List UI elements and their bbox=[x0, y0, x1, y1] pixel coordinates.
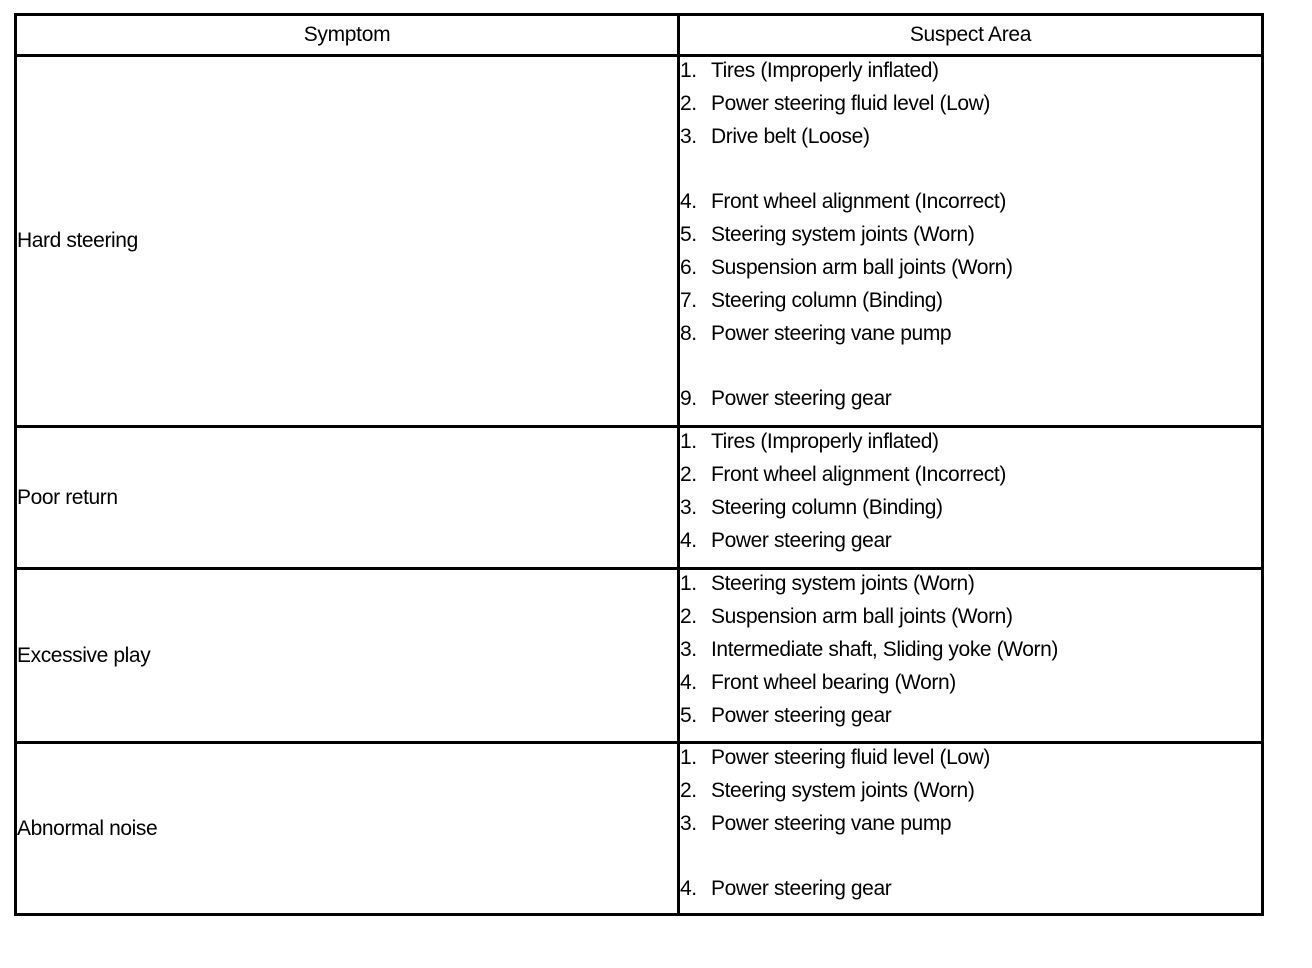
item-number: 3. bbox=[680, 812, 697, 835]
table-row bbox=[16, 743, 1263, 915]
table-row bbox=[16, 427, 1263, 569]
item-text: Power steering gear bbox=[711, 704, 892, 727]
list-item bbox=[680, 777, 1261, 810]
troubleshooting-table bbox=[14, 13, 1264, 916]
list-item bbox=[680, 221, 1261, 254]
list-item bbox=[680, 287, 1261, 320]
suspect-area-cell bbox=[679, 569, 1263, 743]
item-text: Suspension arm ball joints (Worn) bbox=[711, 605, 1013, 628]
item-text: Tires (Improperly inflated) bbox=[711, 59, 939, 82]
symptom-cell: Hard steering bbox=[16, 56, 679, 427]
item-text: Steering system joints (Worn) bbox=[711, 572, 975, 595]
item-text: Steering system joints (Worn) bbox=[711, 223, 975, 246]
suspect-area-cell bbox=[679, 56, 1263, 427]
list-item bbox=[680, 320, 1261, 353]
item-text: Power steering fluid level (Low) bbox=[711, 746, 990, 769]
item-text: Power steering fluid level (Low) bbox=[711, 92, 990, 115]
item-number: 3. bbox=[680, 496, 697, 519]
suspect-area-cell bbox=[679, 427, 1263, 569]
item-number: 1. bbox=[680, 746, 697, 769]
item-number: 2. bbox=[680, 463, 697, 486]
item-text: Front wheel bearing (Worn) bbox=[711, 671, 956, 694]
item-text: Power steering gear bbox=[711, 877, 892, 900]
list-item bbox=[680, 570, 1261, 603]
symptom-cell: Abnormal noise bbox=[16, 743, 679, 915]
table-row bbox=[16, 56, 1263, 427]
item-number: 2. bbox=[680, 92, 697, 115]
list-item bbox=[680, 603, 1261, 636]
item-number: 1. bbox=[680, 59, 697, 82]
symptom-cell: Excessive play bbox=[16, 569, 679, 743]
list-item bbox=[680, 188, 1261, 221]
item-number: 1. bbox=[680, 430, 697, 453]
item-text: Front wheel alignment (Incorrect) bbox=[711, 463, 1006, 486]
page bbox=[14, 13, 1261, 916]
item-number: 2. bbox=[680, 779, 697, 802]
item-text: Power steering gear bbox=[711, 387, 892, 410]
suspect-area-column-header: Suspect Area bbox=[679, 15, 1263, 56]
suspect-area-cell bbox=[679, 743, 1263, 915]
list-item bbox=[680, 527, 1261, 560]
item-text: Steering system joints (Worn) bbox=[711, 779, 975, 802]
list-item bbox=[680, 385, 1261, 418]
list-item bbox=[680, 636, 1261, 669]
list-item bbox=[680, 57, 1261, 90]
list-item bbox=[680, 494, 1261, 527]
list-item bbox=[680, 90, 1261, 123]
item-number: 2. bbox=[680, 605, 697, 628]
item-text: Tires (Improperly inflated) bbox=[711, 430, 939, 453]
item-number: 3. bbox=[680, 125, 697, 148]
list-item bbox=[680, 669, 1261, 702]
item-text: Power steering vane pump bbox=[711, 322, 952, 345]
item-text: Steering column (Binding) bbox=[711, 289, 943, 312]
item-text: Drive belt (Loose) bbox=[711, 125, 870, 148]
item-text: Power steering vane pump bbox=[711, 812, 952, 835]
list-item bbox=[680, 254, 1261, 287]
item-number: 6. bbox=[680, 256, 697, 279]
list-item bbox=[680, 428, 1261, 461]
symptom-cell: Poor return bbox=[16, 427, 679, 569]
item-text: Intermediate shaft, Sliding yoke (Worn) bbox=[711, 638, 1059, 661]
list-item bbox=[680, 810, 1261, 843]
item-text: Power steering gear bbox=[711, 529, 892, 552]
item-number: 1. bbox=[680, 572, 697, 595]
list-item bbox=[680, 702, 1261, 735]
symptom-column-header: Symptom bbox=[16, 15, 679, 56]
list-item bbox=[680, 123, 1261, 156]
list-item bbox=[680, 744, 1261, 777]
item-number: 5. bbox=[680, 704, 697, 727]
item-number: 5. bbox=[680, 223, 697, 246]
item-number: 7. bbox=[680, 289, 697, 312]
table-row bbox=[16, 569, 1263, 743]
item-number: 9. bbox=[680, 387, 697, 410]
item-text: Suspension arm ball joints (Worn) bbox=[711, 256, 1013, 279]
item-number: 4. bbox=[680, 877, 697, 900]
item-number: 4. bbox=[680, 671, 697, 694]
item-number: 4. bbox=[680, 529, 697, 552]
item-number: 3. bbox=[680, 638, 697, 661]
item-text: Steering column (Binding) bbox=[711, 496, 943, 519]
header-row bbox=[16, 15, 1263, 56]
item-number: 4. bbox=[680, 190, 697, 213]
item-number: 8. bbox=[680, 322, 697, 345]
list-item bbox=[680, 461, 1261, 494]
item-text: Front wheel alignment (Incorrect) bbox=[711, 190, 1006, 213]
list-item bbox=[680, 875, 1261, 908]
